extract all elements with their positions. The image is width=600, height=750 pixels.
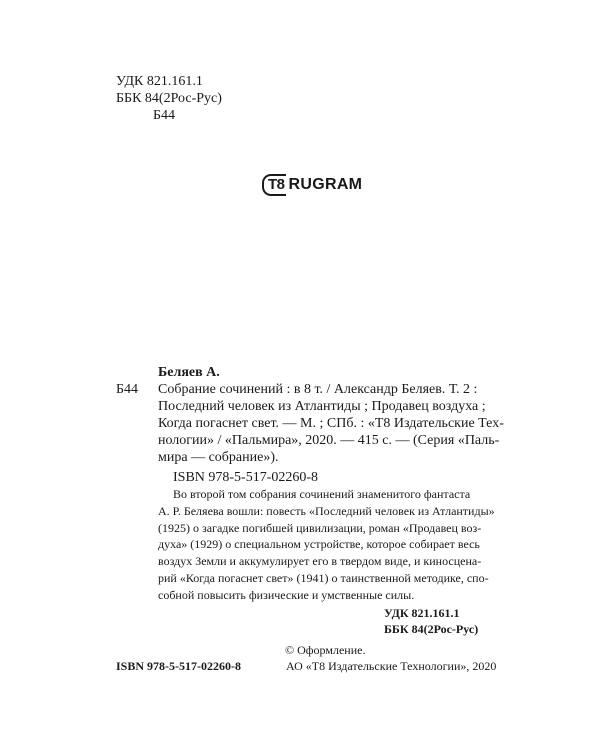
annotation-line: рий «Когда погаснет свет» (1941) о таинственной методике, спо- (158, 570, 489, 585)
record-author: Беляев А. (158, 365, 220, 380)
udk-code: УДК 821.161.1 (116, 74, 203, 89)
annotation-line: воздух Земли и аккумулирует его в твердом виде, и киносцена- (158, 554, 482, 569)
record-description (158, 381, 504, 466)
annotation (158, 486, 495, 604)
bbk-code: ББК 84(2Рос-Рус) (116, 91, 222, 106)
author-mark: Б44 (153, 108, 176, 123)
record-isbn: ISBN 978-5-517-02260-8 (173, 470, 319, 485)
logo-badge: T8 (262, 174, 286, 196)
copyright-holder: АО «Т8 Издательские Технологии», 2020 (286, 659, 497, 673)
logo-name: RUGRAM (288, 176, 363, 193)
description-line: Собрание сочинений : в 8 т. / Александр Беляев. Т. 2 : (158, 382, 478, 397)
annotation-line: собной повысить физические и умственные силы. (158, 587, 415, 602)
footer-isbn: ISBN 978-5-517-02260-8 (116, 659, 241, 673)
annotation-line: (1925) о загадке погибшей цивилизации, роман «Продавец воз- (158, 520, 482, 535)
annotation-line: А. Р. Беляева вошли: повесть «Последний человек из Атлантиды» (158, 503, 495, 518)
description-line: Последний человек из Атлантиды ; Продавец воздуха ; (158, 399, 486, 414)
description-line: нологии» / «Пальмира», 2020. — 415 с. — (Серия «Паль- (158, 433, 500, 448)
publisher-logo (262, 174, 362, 196)
record-mark: Б44 (116, 382, 139, 397)
description-line: Когда погаснет свет. — М. ; СПб. : «Т8 Издательские Тех- (158, 416, 504, 431)
annotation-line: духа» (1929) о специальном устройстве, которое собирает весь (158, 537, 480, 552)
annotation-line: Во второй том собрания сочинений знаменитого фантаста (173, 487, 471, 501)
bottom-udk-code: УДК 821.161.1 (384, 606, 460, 620)
description-line: мира — собрание»). (158, 450, 279, 465)
bottom-bbk-code: ББК 84(2Рос-Рус) (384, 622, 479, 636)
copyright-design: © Оформление. (285, 643, 366, 657)
